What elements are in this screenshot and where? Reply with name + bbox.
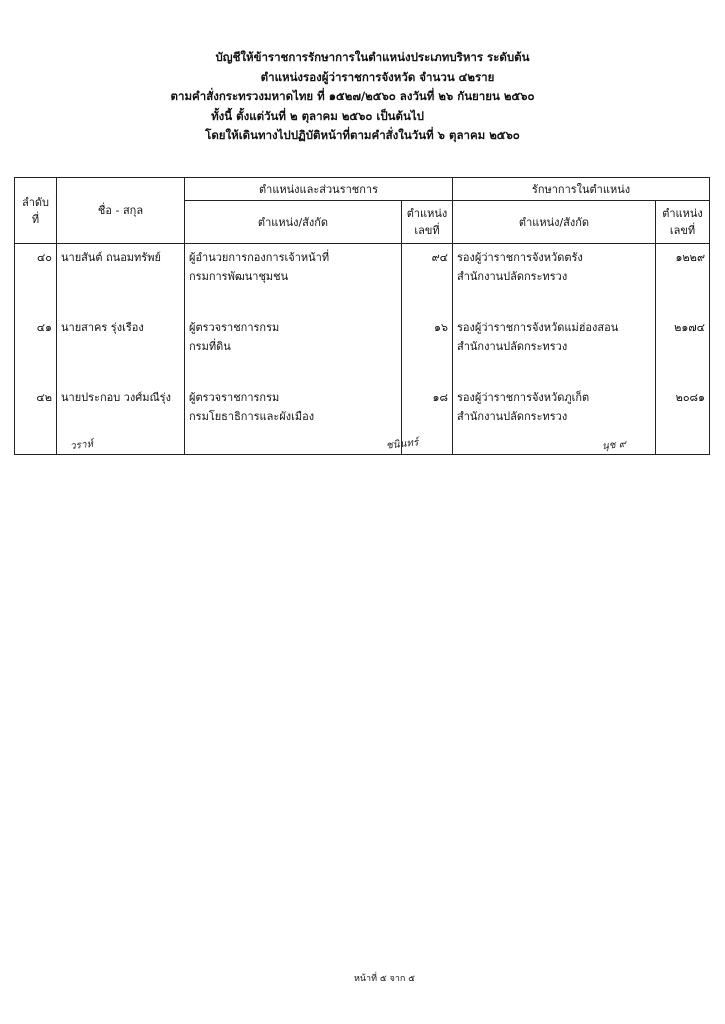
page-number: หน้าที่ ๕ จาก ๕ [353, 974, 416, 984]
row-order: ๔๒ [15, 388, 57, 455]
row-new-position-number: ๒๑๗๔ [656, 318, 710, 388]
handwritten-initials: นุช ๙ [601, 438, 627, 453]
row-position-unit [185, 388, 402, 455]
row-order: ๔๑ [15, 318, 57, 388]
header-order: ลำดับ ที่ [15, 178, 57, 244]
row-new-position-unit [453, 318, 656, 388]
row-unit: กรมโยธาธิการและผังเมือง [189, 410, 315, 423]
row-new-unit: สำนักงานปลัดกระทรวง [457, 340, 568, 353]
header-subtitle: ตำแหน่งรองผู้ว่าราชการจังหวัด จำนวน ๔๒ราย [260, 69, 495, 84]
header-new-position-number: ตำแหน่ง เลขที่ [656, 201, 710, 244]
header-title: บัญชีให้ข้าราชการรักษาการในตำแหน่งประเภทบริหาร ระดับต้น [215, 50, 530, 64]
handwritten-initials: ชนินทร์ [385, 437, 419, 452]
header-name: ชื่อ - สกุล [57, 178, 185, 244]
header-effective-date: ทั้งนี้ ตั้งแต่วันที่ ๒ ตุลาคม ๒๕๖๐ เป็นต้นไป [211, 108, 424, 123]
row-position-number: ๑๖ [402, 318, 453, 388]
document-header [0, 48, 725, 146]
row-new-position-number: ๑๒๒๙ [656, 244, 710, 319]
row-position-number: ๑๘ [402, 388, 453, 455]
row-position-unit [185, 244, 402, 319]
header-current-position-group: ตำแหน่งและส่วนราชการ [185, 178, 453, 201]
header-position-number: ตำแหน่ง เลขที่ [402, 201, 453, 244]
row-new-unit: สำนักงานปลัดกระทรวง [457, 410, 568, 423]
row-position-unit [185, 318, 402, 388]
row-unit: กรมการพัฒนาชุมชน [189, 270, 289, 283]
row-name: นายสันต์ ถนอมทรัพย์ [57, 244, 185, 319]
handwritten-initials: วราห์ [69, 438, 94, 453]
header-order-reference: ตามคำสั่งกระทรวงมหาดไทย ที่ ๑๕๒๗/๒๕๖๐ ลงวันที่ ๒๖ กันยายน ๒๕๖๐ [170, 89, 535, 103]
header-acting-position-group: รักษาการในตำแหน่ง [453, 178, 710, 201]
header-travel-date: โดยให้เดินทางไปปฏิบัติหน้าที่ตามคำสั่งในวันที่ ๖ ตุลาคม ๒๕๖๐ [205, 128, 520, 142]
row-position-number: ๙๔ [402, 244, 453, 319]
row-name: นายประกอบ วงศ์มณีรุ่ง [57, 388, 185, 455]
header-new-position-unit: ตำแหน่ง/สังกัด [453, 201, 656, 244]
table-row [15, 318, 710, 388]
row-order: ๔๐ [15, 244, 57, 319]
row-new-position: รองผู้ว่าราชการจังหวัดตรัง [457, 251, 583, 264]
row-position: ผู้ตรวจราชการกรม [189, 321, 280, 334]
row-name: นายสาคร รุ่งเรือง [57, 318, 185, 388]
assignment-table [14, 177, 710, 455]
row-new-position: รองผู้ว่าราชการจังหวัดแม่ฮ่องสอน [457, 321, 619, 334]
row-new-unit: สำนักงานปลัดกระทรวง [457, 270, 568, 283]
row-new-position: รองผู้ว่าราชการจังหวัดภูเก็ต [457, 391, 590, 404]
row-new-position-number: ๒๐๘๑ [656, 388, 710, 455]
row-position: ผู้ตรวจราชการกรม [189, 391, 280, 404]
row-new-position-unit [453, 244, 656, 319]
table-row [15, 244, 710, 319]
row-position: ผู้อำนวยการกองการเจ้าหน้าที่ [189, 251, 330, 264]
row-unit: กรมที่ดิน [189, 340, 231, 353]
header-position-unit: ตำแหน่ง/สังกัด [185, 201, 402, 244]
